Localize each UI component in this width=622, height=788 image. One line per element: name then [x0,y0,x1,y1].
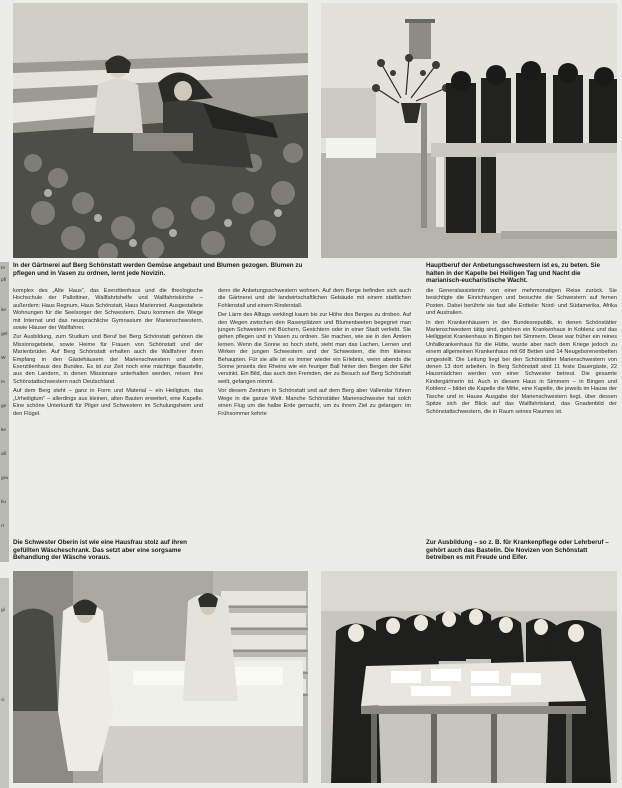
paragraph: komplex des „Alte Haus“, das Exerzitienhaus und die theologische Hochschule der Pallottiner, Wallfahrtshelfe und Wallfahrtskirche – außerdem: Haus Regnum, Haus Schönstatt, Haus Marienried. Ausgestaltete Wohnungen für die Seelsorger der Schwestern. Dazu kommen die Wiege mit Internat und das neusprachliche Gymnasium der Marienschwestern, sowie Häuser der Wallfahrer. [13,288,203,332]
classroom-photo [321,571,617,783]
paragraph: In den Krankenhäusern in der Bundesrepublik, in denen Schönstätter Marienschwestern tätig sind, gehören ein Krankenhaus in Koblenz und das Heiliggeist Krankenhaus in Bingen bei Simmern. Diese war früher ein reines Unfallkrankenhaus für die Hütte, wurde aber nach dem Kriege jedoch zu einem allgemeinen Krankenhaus mit 68 Betten und 14 Neugeborenenbetten umgestellt. Die Leitung liegt bei den Schönstätter Marienschwestern von denen 13 dort arbeiten. In Berg Schönstatt sind 11 feste Dauergäste, 22 Hausmädchen werden von einer Schwester betreut. Die gesamte Kindergärtnerin ist. Auch in diesem Haus in Simmern – in Bingen und Koblenz – bildet die Kapelle die Mitte, eine Kapelle, die jeweils im Hause der Tasche und in Hause Ausgabe der Marienschwestern liegt, über dessen Spitze sich der Blick auf das Wallfahrtsland, das Gnadenbild der Schönstattschwestern, die in Raum seines Raumes ist. [426,319,617,415]
text-column-middle [218,288,411,554]
laundry-photo [13,571,308,783]
gutter-mark: In [1,380,6,385]
gutter-mark: pfl [1,278,7,283]
paragraph: denn die Anbetungsschwestern wohnen. Auf dem Berge befinden sich auch die Gärtnerei und die landwirtschaftlichen Gebäude mit einem stattlichen Fohlenstall und einem Rinderstall. [218,288,411,309]
gutter-mark: W [1,356,6,361]
text-column-left [13,288,203,540]
text-column-right [426,288,617,534]
paragraph: die Generalassistentin von einer mehrmonatigen Reise zurück. Sie besichtigte die Einrichtungen und besuchte die Schwestern auf fernen Posten. Dabei berührte sie fast alle Erdteile: Nord- und Südamerika, Afrika und Australien. [426,288,617,317]
page-gutter-lower [0,578,9,788]
gutter-mark: ku [1,500,7,505]
nursing-caption: Zur Ausbildung – so z. B. für Krankenpflege oder Lehrberuf – gehört auch das Bastelin. Die Novizen von Schönstatt betreiben es mit Freude und Eifer. [426,539,609,562]
gutter-mark: ke [1,428,7,433]
paragraph: Der Lärm des Alltags verklingt kaum bis zur Höhe des Berges zu droben. Auf den Wegen zwischen den Rasenplätzen und Blumenbeeten begegnet man jungen Schwestern mit Büchern, Gesichtern oder in einer Stadt verliebt. Sie gehen pflegen und in Vasen zu ordnen. Sie machen, wie sie in den Ämtern lernen. Wenn die Sonne so hoch steht, sieht man das Lachen, Lernen und Wirken der jungen Schwestern und der Schwestern, die ihm kleines Behaupten. Für sie alle ist es immer wieder ein Erlebnis, wenn abends die Sonne jenseits des Rheins wie ein feuriger Ball hinter den Bergen der Eifel versinkt. Ein Bild, das auch den Fremden, der zu Besuch auf Berg Schönstatt weilt, gefangen nimmt. [218,312,411,385]
gutter-mark: ci [1,698,5,703]
garden-caption: In der Gärtnerei auf Berg Schönstatt werden Gemüse angebaut und Blumen gezogen. Blumen zu pflegen und in Vasen zu ordnen, lernt jede Novizin. [13,262,303,277]
paragraph: Zur Ausbildung, zum Studium und Beruf bei Berg Schönstatt gehören die Missionsgebiete, sowie Heime für Frauen von Schönstatt und der Marienbrüder. Auf Berg Schönstatt erhalten auch die Wallfahrer ihren Empfang in den Gästehäusern der Marienschwestern und dem Exerzitienhaus des Bundes. Es ist zur Zeit noch eine mächtige Baustelle, aus den Landern, in denen Missionare unterhalten werden, reisen ihre Schönstattschwestern nach Deutschland. [13,334,203,385]
page-gutter [0,262,9,562]
garden-photo [13,3,308,258]
gutter-mark: In [1,266,6,271]
gutter-mark: gra [1,476,8,481]
laundry-caption: Die Schwester Oberin ist wie eine Hausfrau stolz auf ihren gefüllten Wäscheschrank. Das setzt aber eine sorgsame Behandlung der Wäsche voraus. [13,539,187,562]
gutter-mark: gl [1,608,5,613]
gutter-mark: all [1,452,6,457]
chapel-caption: Hauptberuf der Anbetungsschwestern ist es, zu beten. Sie halten in der Kapelle bei Heiligen Tag und Nacht die marianisch-eucharistische Wacht. [426,262,601,285]
gutter-mark: ite [1,308,7,313]
gutter-mark: gel [1,332,8,337]
gutter-mark: ge [1,404,7,409]
paragraph: Auf dem Berg steht – ganz in Form und Material – ein Heiligtum, das „Urheiligtum“ – allerdings aus kleinen, alten Bauten erweitert, eine Kapelle. Eine schöne Unterkunft für Pilger und Schwestern im Schulungsheim und den Flügel. [13,388,203,417]
gutter-mark: rr [1,524,5,529]
chapel-photo [321,3,617,258]
paragraph: Vor diesem Zentrum in Schönstatt und auf dem Berg aber Vallendar führen Wege in die ganze Welt. Manche Schönstätter Marienschwester hat solch einen Flug um die halbe Erde gemacht, um zu ihrem Ziel zu gelangen: im Frühsommer kehrte [218,388,411,417]
